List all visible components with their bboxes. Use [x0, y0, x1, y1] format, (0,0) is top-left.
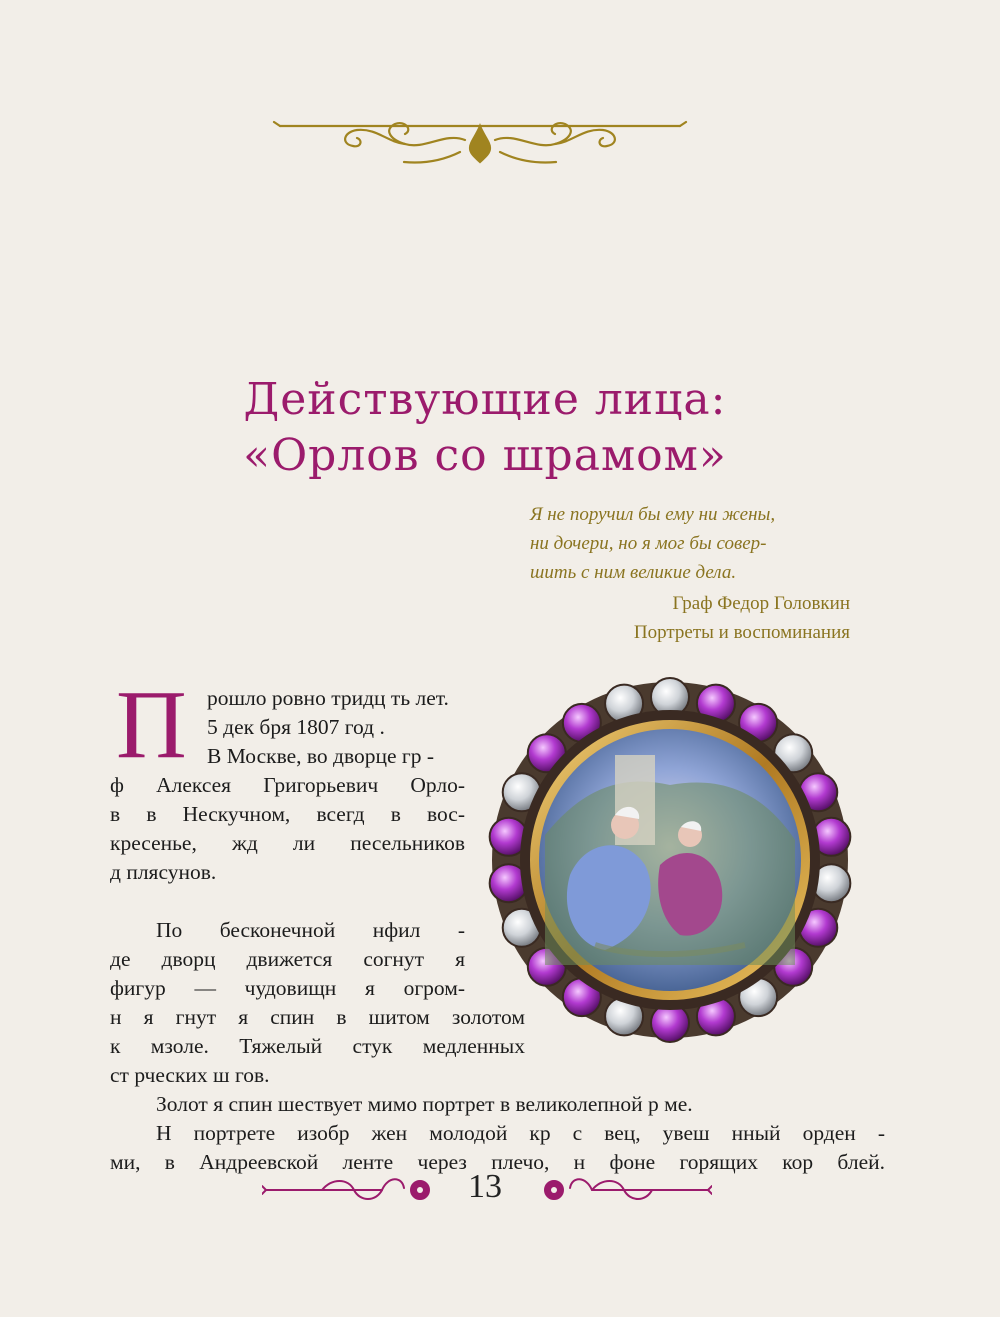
text-line: де дворц движется согнут я [110, 947, 465, 971]
title-line-2: «Орлов со шрамом» [243, 430, 727, 481]
text-line: 5 дек бря 1807 год . [207, 715, 385, 739]
epigraph [530, 500, 850, 647]
jeweled-brooch-image [475, 665, 865, 1055]
epigraph-quote [530, 500, 850, 587]
top-flourish-icon [270, 110, 690, 170]
text-line: рошло ровно тридц ть лет. [207, 686, 449, 710]
chapter-title [100, 372, 870, 484]
text-line: ф Алексея Григорьевич Орло- [110, 773, 465, 797]
text-line: По бесконечной нфил - [156, 918, 465, 942]
epigraph-source: Портреты и воспоминания [633, 622, 850, 643]
text-line: В Москве, во дворце гр - [207, 744, 434, 768]
footer-flourish-right-icon [532, 1170, 712, 1210]
text-line: к мзоле. Тяжелый стук медленных [110, 1034, 525, 1058]
epigraph-line: ни дочери, но я мог бы совер- [530, 533, 767, 554]
title-line-1: Действующие лица: [243, 374, 727, 425]
text-line: ст рческих ш гов. [110, 1063, 270, 1087]
text-line: д плясунов. [110, 860, 217, 884]
epigraph-attribution [530, 589, 850, 647]
text-line: в в Нескучном, всегд в вос- [110, 802, 465, 826]
text-line: ми, в Андреевской ленте через плечо, н фоне горящих кор блей. [110, 1150, 885, 1174]
text-line: н я гнут я спин в шитом золотом [110, 1005, 525, 1029]
drop-cap: П [116, 671, 187, 779]
text-line: Н портрете изобр жен молодой кр с вец, увеш нный орден - [156, 1121, 885, 1145]
epigraph-author: Граф Федор Головкин [672, 593, 850, 614]
epigraph-line: Я не поручил бы ему ни жены, [530, 504, 776, 525]
text-line: Золот я спин шествует мимо портрет в великолепной р ме. [156, 1092, 693, 1116]
text-line: кресенье, жд ли песельников [110, 831, 465, 855]
text-line: фигур — чудовищн я огром- [110, 976, 465, 1000]
page-number: 13 [468, 1168, 502, 1205]
footer-flourish-left-icon [262, 1170, 442, 1210]
epigraph-line: шить с ним великие дела. [530, 562, 737, 583]
